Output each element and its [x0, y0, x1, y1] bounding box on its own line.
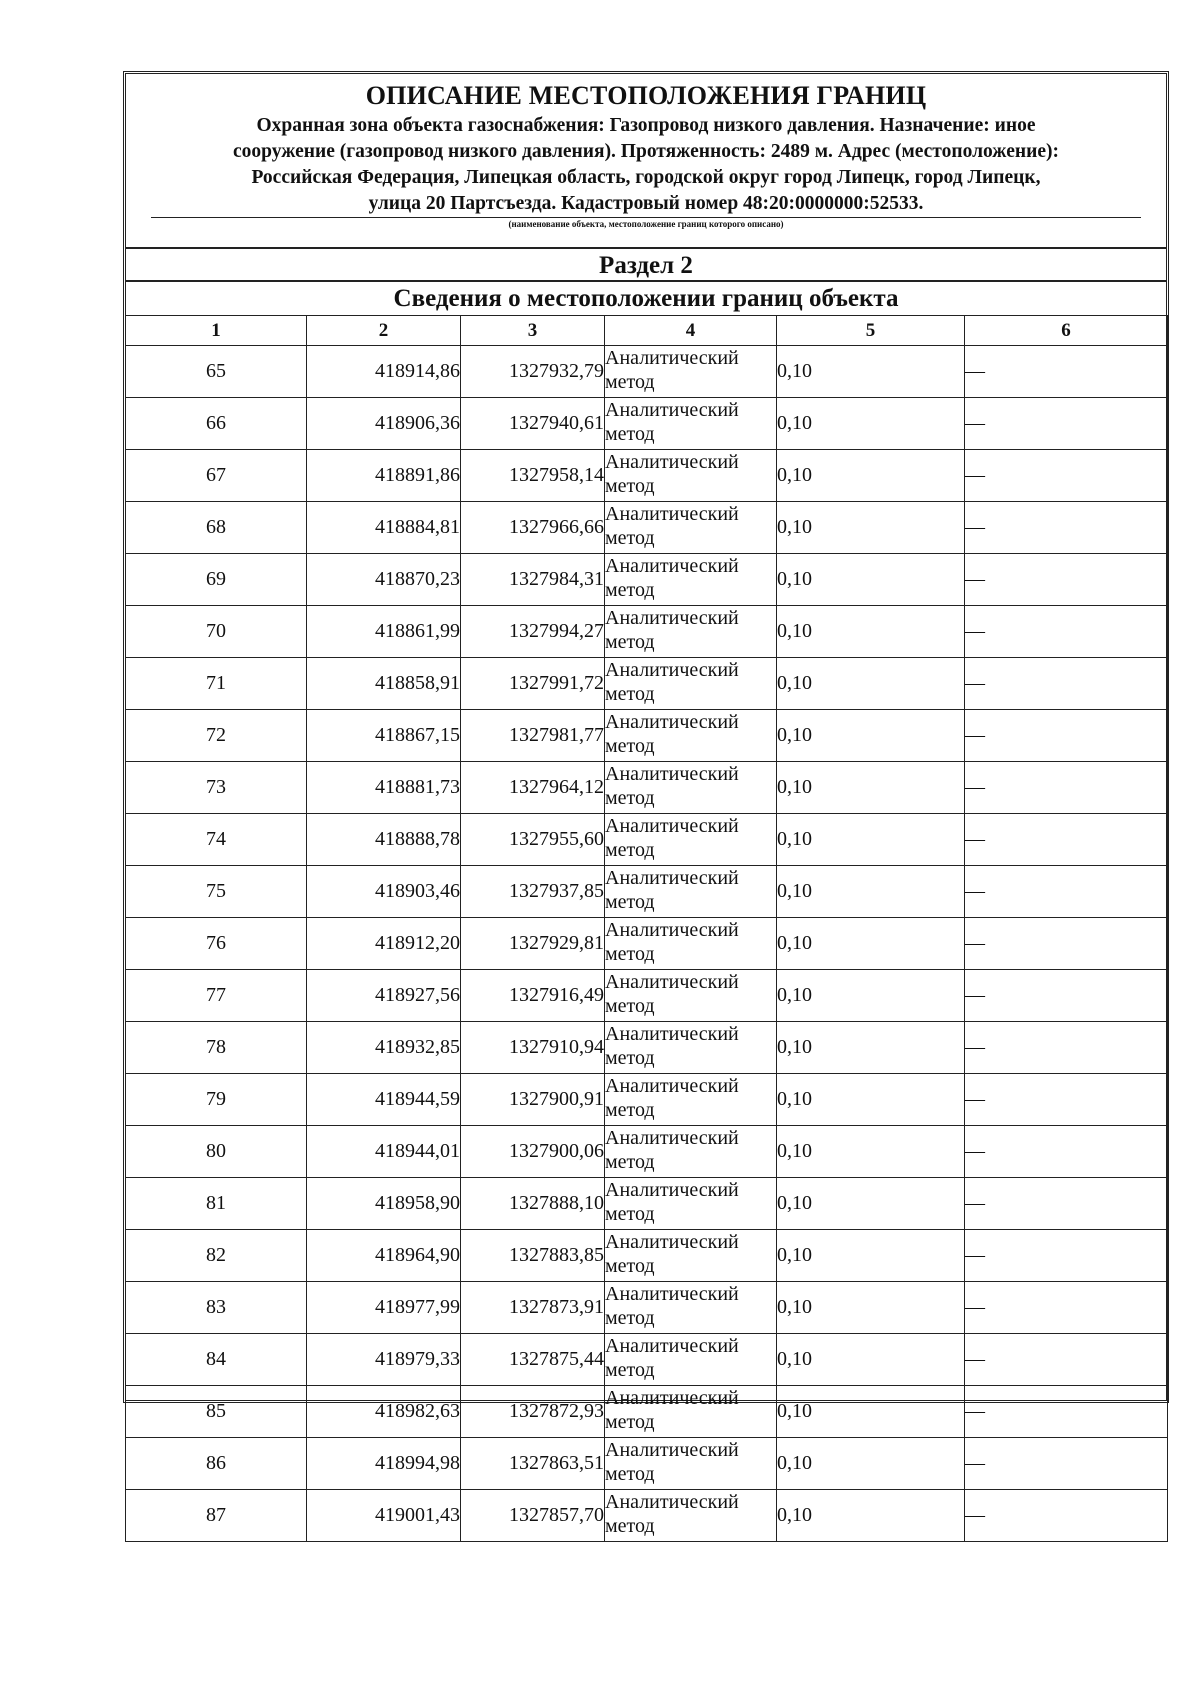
- x-coordinate-cell: 418906,36: [307, 398, 461, 450]
- table-row: [126, 970, 1168, 1022]
- point-number-cell: 81: [126, 1178, 307, 1230]
- table-row: [126, 554, 1168, 606]
- section-subtitle: Сведения о местоположении границ объекта: [393, 285, 899, 312]
- method-cell: Аналитический метод: [605, 1438, 777, 1490]
- y-coordinate-cell: 1327916,49: [461, 970, 605, 1022]
- point-number-cell: 72: [126, 710, 307, 762]
- description-cell: —: [965, 762, 1168, 814]
- point-number-cell: 78: [126, 1022, 307, 1074]
- point-number-cell: 75: [126, 866, 307, 918]
- y-coordinate-cell: 1327994,27: [461, 606, 605, 658]
- point-number-cell: 76: [126, 918, 307, 970]
- table-row: [126, 1126, 1168, 1178]
- x-coordinate-cell: 418977,99: [307, 1282, 461, 1334]
- x-coordinate-cell: 418914,86: [307, 346, 461, 398]
- table-row: [126, 1230, 1168, 1282]
- y-coordinate-cell: 1327910,94: [461, 1022, 605, 1074]
- table-row: [126, 1282, 1168, 1334]
- description-cell: —: [965, 450, 1168, 502]
- description-cell: —: [965, 606, 1168, 658]
- description-cell: —: [965, 1490, 1168, 1542]
- description-caption: (наименование объекта, местоположение границ которого описано): [508, 219, 784, 229]
- y-coordinate-cell: 1327929,81: [461, 918, 605, 970]
- y-coordinate-cell: 1327872,93: [461, 1386, 605, 1438]
- point-number-cell: 79: [126, 1074, 307, 1126]
- y-coordinate-cell: 1327940,61: [461, 398, 605, 450]
- accuracy-cell: 0,10: [777, 1178, 965, 1230]
- x-coordinate-cell: 418884,81: [307, 502, 461, 554]
- description-cell: —: [965, 1126, 1168, 1178]
- table-row: [126, 346, 1168, 398]
- method-cell: Аналитический метод: [605, 1022, 777, 1074]
- method-cell: Аналитический метод: [605, 658, 777, 710]
- description-cell: —: [965, 1022, 1168, 1074]
- object-description: [140, 113, 1152, 218]
- description-cell: —: [965, 970, 1168, 1022]
- x-coordinate-cell: 418891,86: [307, 450, 461, 502]
- point-number-cell: 82: [126, 1230, 307, 1282]
- point-number-cell: 77: [126, 970, 307, 1022]
- table-row: [126, 1386, 1168, 1438]
- description-line: Охранная зона объекта газоснабжения: Газопровод низкого давления. Назначение: иное: [256, 115, 1036, 136]
- y-coordinate-cell: 1327964,12: [461, 762, 605, 814]
- method-cell: Аналитический метод: [605, 606, 777, 658]
- description-cell: —: [965, 1386, 1168, 1438]
- accuracy-cell: 0,10: [777, 762, 965, 814]
- x-coordinate-cell: 418858,91: [307, 658, 461, 710]
- description-cell: —: [965, 814, 1168, 866]
- description-cell: —: [965, 346, 1168, 398]
- point-number-cell: 84: [126, 1334, 307, 1386]
- point-number-cell: 87: [126, 1490, 307, 1542]
- table-row: [126, 450, 1168, 502]
- table-row: [126, 866, 1168, 918]
- x-coordinate-cell: 418927,56: [307, 970, 461, 1022]
- point-number-cell: 67: [126, 450, 307, 502]
- description-cell: —: [965, 710, 1168, 762]
- accuracy-cell: 0,10: [777, 918, 965, 970]
- y-coordinate-cell: 1327863,51: [461, 1438, 605, 1490]
- description-line: улица 20 Партсъезда. Кадастровый номер 48:20:0000000:52533.: [151, 191, 1141, 218]
- method-cell: Аналитический метод: [605, 918, 777, 970]
- x-coordinate-cell: 418903,46: [307, 866, 461, 918]
- coordinates-table: [125, 315, 1168, 1542]
- y-coordinate-cell: 1327888,10: [461, 1178, 605, 1230]
- accuracy-cell: 0,10: [777, 1490, 965, 1542]
- point-number-cell: 68: [126, 502, 307, 554]
- accuracy-cell: 0,10: [777, 866, 965, 918]
- y-coordinate-cell: 1327955,60: [461, 814, 605, 866]
- accuracy-cell: 0,10: [777, 814, 965, 866]
- accuracy-cell: 0,10: [777, 1386, 965, 1438]
- point-number-cell: 85: [126, 1386, 307, 1438]
- point-number-cell: 86: [126, 1438, 307, 1490]
- y-coordinate-cell: 1327981,77: [461, 710, 605, 762]
- method-cell: Аналитический метод: [605, 554, 777, 606]
- table-row: [126, 1022, 1168, 1074]
- y-coordinate-cell: 1327883,85: [461, 1230, 605, 1282]
- y-coordinate-cell: 1327966,66: [461, 502, 605, 554]
- x-coordinate-cell: 418932,85: [307, 1022, 461, 1074]
- table-body: [126, 346, 1168, 1542]
- accuracy-cell: 0,10: [777, 1126, 965, 1178]
- accuracy-cell: 0,10: [777, 450, 965, 502]
- point-number-cell: 71: [126, 658, 307, 710]
- y-coordinate-cell: 1327875,44: [461, 1334, 605, 1386]
- accuracy-cell: 0,10: [777, 1334, 965, 1386]
- y-coordinate-cell: 1327984,31: [461, 554, 605, 606]
- point-number-cell: 69: [126, 554, 307, 606]
- accuracy-cell: 0,10: [777, 1022, 965, 1074]
- description-cell: —: [965, 1178, 1168, 1230]
- y-coordinate-cell: 1327937,85: [461, 866, 605, 918]
- method-cell: Аналитический метод: [605, 1386, 777, 1438]
- y-coordinate-cell: 1327857,70: [461, 1490, 605, 1542]
- x-coordinate-cell: 418979,33: [307, 1334, 461, 1386]
- table-row: [126, 1438, 1168, 1490]
- table-row: [126, 1074, 1168, 1126]
- x-coordinate-cell: 418867,15: [307, 710, 461, 762]
- method-cell: Аналитический метод: [605, 1282, 777, 1334]
- table-row: [126, 762, 1168, 814]
- column-header: 3: [461, 316, 605, 346]
- column-header: 1: [126, 316, 307, 346]
- y-coordinate-cell: 1327932,79: [461, 346, 605, 398]
- method-cell: Аналитический метод: [605, 866, 777, 918]
- point-number-cell: 70: [126, 606, 307, 658]
- table-row: [126, 918, 1168, 970]
- method-cell: Аналитический метод: [605, 398, 777, 450]
- method-cell: Аналитический метод: [605, 1178, 777, 1230]
- description-cell: —: [965, 554, 1168, 606]
- method-cell: Аналитический метод: [605, 970, 777, 1022]
- x-coordinate-cell: 418958,90: [307, 1178, 461, 1230]
- point-number-cell: 80: [126, 1126, 307, 1178]
- accuracy-cell: 0,10: [777, 1074, 965, 1126]
- accuracy-cell: 0,10: [777, 1438, 965, 1490]
- point-number-cell: 65: [126, 346, 307, 398]
- y-coordinate-cell: 1327873,91: [461, 1282, 605, 1334]
- method-cell: Аналитический метод: [605, 502, 777, 554]
- column-header: 4: [605, 316, 777, 346]
- method-cell: Аналитический метод: [605, 1490, 777, 1542]
- x-coordinate-cell: 418944,01: [307, 1126, 461, 1178]
- accuracy-cell: 0,10: [777, 398, 965, 450]
- x-coordinate-cell: 418870,23: [307, 554, 461, 606]
- x-coordinate-cell: 418994,98: [307, 1438, 461, 1490]
- description-cell: —: [965, 1230, 1168, 1282]
- table-row: [126, 606, 1168, 658]
- accuracy-cell: 0,10: [777, 710, 965, 762]
- section-title: Раздел 2: [126, 249, 1166, 282]
- description-cell: —: [965, 1334, 1168, 1386]
- accuracy-cell: 0,10: [777, 658, 965, 710]
- method-cell: Аналитический метод: [605, 762, 777, 814]
- accuracy-cell: 0,10: [777, 346, 965, 398]
- x-coordinate-cell: 418912,20: [307, 918, 461, 970]
- description-cell: —: [965, 866, 1168, 918]
- column-header: 5: [777, 316, 965, 346]
- method-cell: Аналитический метод: [605, 1074, 777, 1126]
- table-row: [126, 710, 1168, 762]
- method-cell: Аналитический метод: [605, 346, 777, 398]
- method-cell: Аналитический метод: [605, 1126, 777, 1178]
- x-coordinate-cell: 418982,63: [307, 1386, 461, 1438]
- description-cell: —: [965, 1282, 1168, 1334]
- point-number-cell: 74: [126, 814, 307, 866]
- description-cell: —: [965, 658, 1168, 710]
- x-coordinate-cell: 418881,73: [307, 762, 461, 814]
- method-cell: Аналитический метод: [605, 1334, 777, 1386]
- accuracy-cell: 0,10: [777, 1282, 965, 1334]
- y-coordinate-cell: 1327900,91: [461, 1074, 605, 1126]
- accuracy-cell: 0,10: [777, 970, 965, 1022]
- method-cell: Аналитический метод: [605, 450, 777, 502]
- accuracy-cell: 0,10: [777, 1230, 965, 1282]
- description-cell: —: [965, 918, 1168, 970]
- x-coordinate-cell: 418888,78: [307, 814, 461, 866]
- x-coordinate-cell: 419001,43: [307, 1490, 461, 1542]
- table-row: [126, 1178, 1168, 1230]
- table-row: [126, 502, 1168, 554]
- method-cell: Аналитический метод: [605, 1230, 777, 1282]
- column-header: 2: [307, 316, 461, 346]
- description-line: сооружение (газопровод низкого давления). Протяженность: 2489 м. Адрес (местоположение):: [233, 141, 1059, 162]
- accuracy-cell: 0,10: [777, 502, 965, 554]
- y-coordinate-cell: 1327900,06: [461, 1126, 605, 1178]
- column-header: 6: [965, 316, 1168, 346]
- point-number-cell: 66: [126, 398, 307, 450]
- description-cell: —: [965, 502, 1168, 554]
- table-row: [126, 1334, 1168, 1386]
- table-row: [126, 814, 1168, 866]
- x-coordinate-cell: 418944,59: [307, 1074, 461, 1126]
- document-title: ОПИСАНИЕ МЕСТОПОЛОЖЕНИЯ ГРАНИЦ: [365, 81, 927, 110]
- x-coordinate-cell: 418964,90: [307, 1230, 461, 1282]
- x-coordinate-cell: 418861,99: [307, 606, 461, 658]
- table-row: [126, 1490, 1168, 1542]
- table-row: [126, 398, 1168, 450]
- description-cell: —: [965, 398, 1168, 450]
- description-line: Российская Федерация, Липецкая область, городской округ город Липецк, город Липецк,: [251, 167, 1041, 188]
- document-header: [126, 74, 1166, 249]
- description-cell: —: [965, 1438, 1168, 1490]
- point-number-cell: 73: [126, 762, 307, 814]
- table-header-row: [126, 316, 1168, 346]
- y-coordinate-cell: 1327991,72: [461, 658, 605, 710]
- method-cell: Аналитический метод: [605, 814, 777, 866]
- y-coordinate-cell: 1327958,14: [461, 450, 605, 502]
- method-cell: Аналитический метод: [605, 710, 777, 762]
- point-number-cell: 83: [126, 1282, 307, 1334]
- table-row: [126, 658, 1168, 710]
- description-cell: —: [965, 1074, 1168, 1126]
- accuracy-cell: 0,10: [777, 606, 965, 658]
- accuracy-cell: 0,10: [777, 554, 965, 606]
